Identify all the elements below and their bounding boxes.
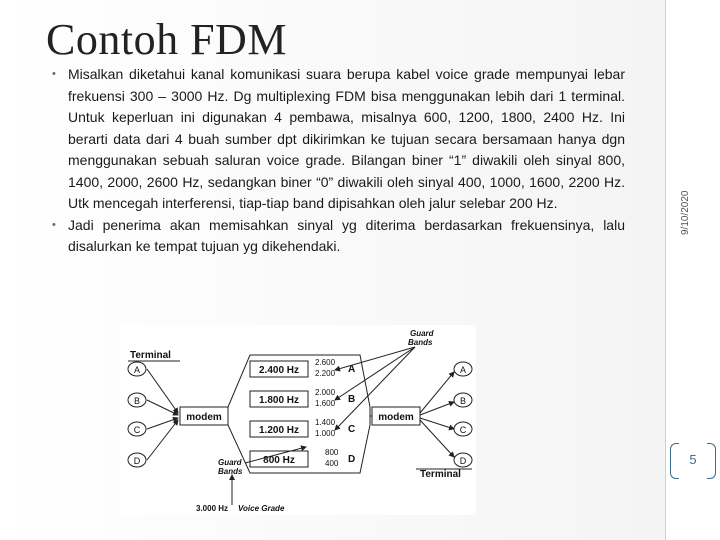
carrier-2400-label: 2.400 Hz [258,365,300,376]
fdm-diagram-svg [120,325,476,515]
bullet-text: Misalkan diketahui kanal komunikasi suara berupa kabel voice grade mempunyai lebar frekuensi 300 – 3000 Hz. Dg multiplexing FDM bisa menggunakan lebih dari 1 terminal. Untuk keperluan ini digunakan 4 pembawa, misalnya 600, 1200, 1800, 2400 Hz. Ini berarti data dari 4 buah sumber dpt dikirimkan ke tujuan secara bersamaan hanya dgn menggunakan sebuah saluran voice grade. Bilangan biner “1” diwakili oleh sinyal 800, 1400, 2000, 2600 Hz, sedangkan biner “0” diwakili oleh sinyal 400, 1000, 1600, 2200 Hz. Utk mencegah interferensi, tiap-tiap band dipisahkan oleh jalur selebar 200 Hz. [68,66,625,211]
right-modem-label: modem [378,412,414,423]
left-channel-b-label: B [133,396,141,406]
left-channel-a [128,362,146,376]
right-channel-d-label: D [459,456,467,466]
right-channel-a [454,362,472,376]
guard-bands-bottom-label-1: Guard [218,458,242,467]
freq-b-high: 2.000 [315,388,336,397]
guard-bands-top-label-1: Guard [410,329,434,338]
bullet-text: Jadi penerima akan memisahkan sinyal yg diterima berdasarkan frekuensinya, lalu disalurkan ke tempat tujuan yg dikehendaki. [68,216,625,254]
left-channel-d-label: D [133,456,141,466]
guard-bands-bottom-label-2: Bands [218,467,243,476]
channel-letter-a: A [348,364,356,375]
carrier-1800 [250,391,308,407]
page-number-box [670,443,716,477]
bullet-marker: • [52,218,56,231]
bullet-item [50,215,625,258]
fdm-diagram [120,325,476,515]
left-channel-c-label: C [133,425,141,435]
right-channel-c [454,422,472,436]
freq-a-low: 2.200 [315,369,336,378]
freq-a-high: 2.600 [315,358,336,367]
right-output-arrows [420,372,454,457]
left-channel-a-label: A [133,365,141,375]
carrier-800-label: 800 Hz [263,455,295,466]
channel-letter-d: D [348,454,356,465]
voice-grade-value: 3.000 Hz [196,504,229,513]
right-channel-c-label: C [459,425,467,435]
slide-title: Contoh FDM [46,15,287,64]
carrier-2400 [250,361,308,377]
freq-b-low: 1.600 [315,399,336,408]
right-channel-b-label: B [459,396,467,406]
freq-d-high: 800 [325,448,339,457]
left-channel-d [128,453,146,467]
terminal-left-label: Terminal [130,350,171,361]
freq-c-low: 1.000 [315,429,336,438]
terminal-right-label: Terminal [420,469,461,480]
bullet-list [50,64,625,258]
freq-c-high: 1.400 [315,418,336,427]
carrier-1200 [250,421,308,437]
right-channel-a-label: A [459,365,467,375]
voice-grade-label: Voice Grade [238,504,285,513]
slide-date: 9/10/2020 [680,190,691,235]
guard-bands-top-label-2: Bands [408,338,433,347]
left-input-arrows [147,369,178,460]
channel-letter-c: C [348,424,356,435]
bullet-marker: • [52,68,56,80]
bullet-item [50,64,625,215]
page-number: 5 [689,452,697,467]
right-channel-b [454,393,472,407]
right-channel-d [454,453,472,467]
left-modem-label: modem [186,412,222,423]
sidebar-divider [665,0,666,540]
carrier-1800-label: 1.800 Hz [258,395,300,406]
freq-d-low: 400 [325,459,339,468]
channel-letter-b: B [348,394,356,405]
left-channel-b [128,393,146,407]
left-channel-c [128,422,146,436]
carrier-1200-label: 1.200 Hz [258,425,300,436]
